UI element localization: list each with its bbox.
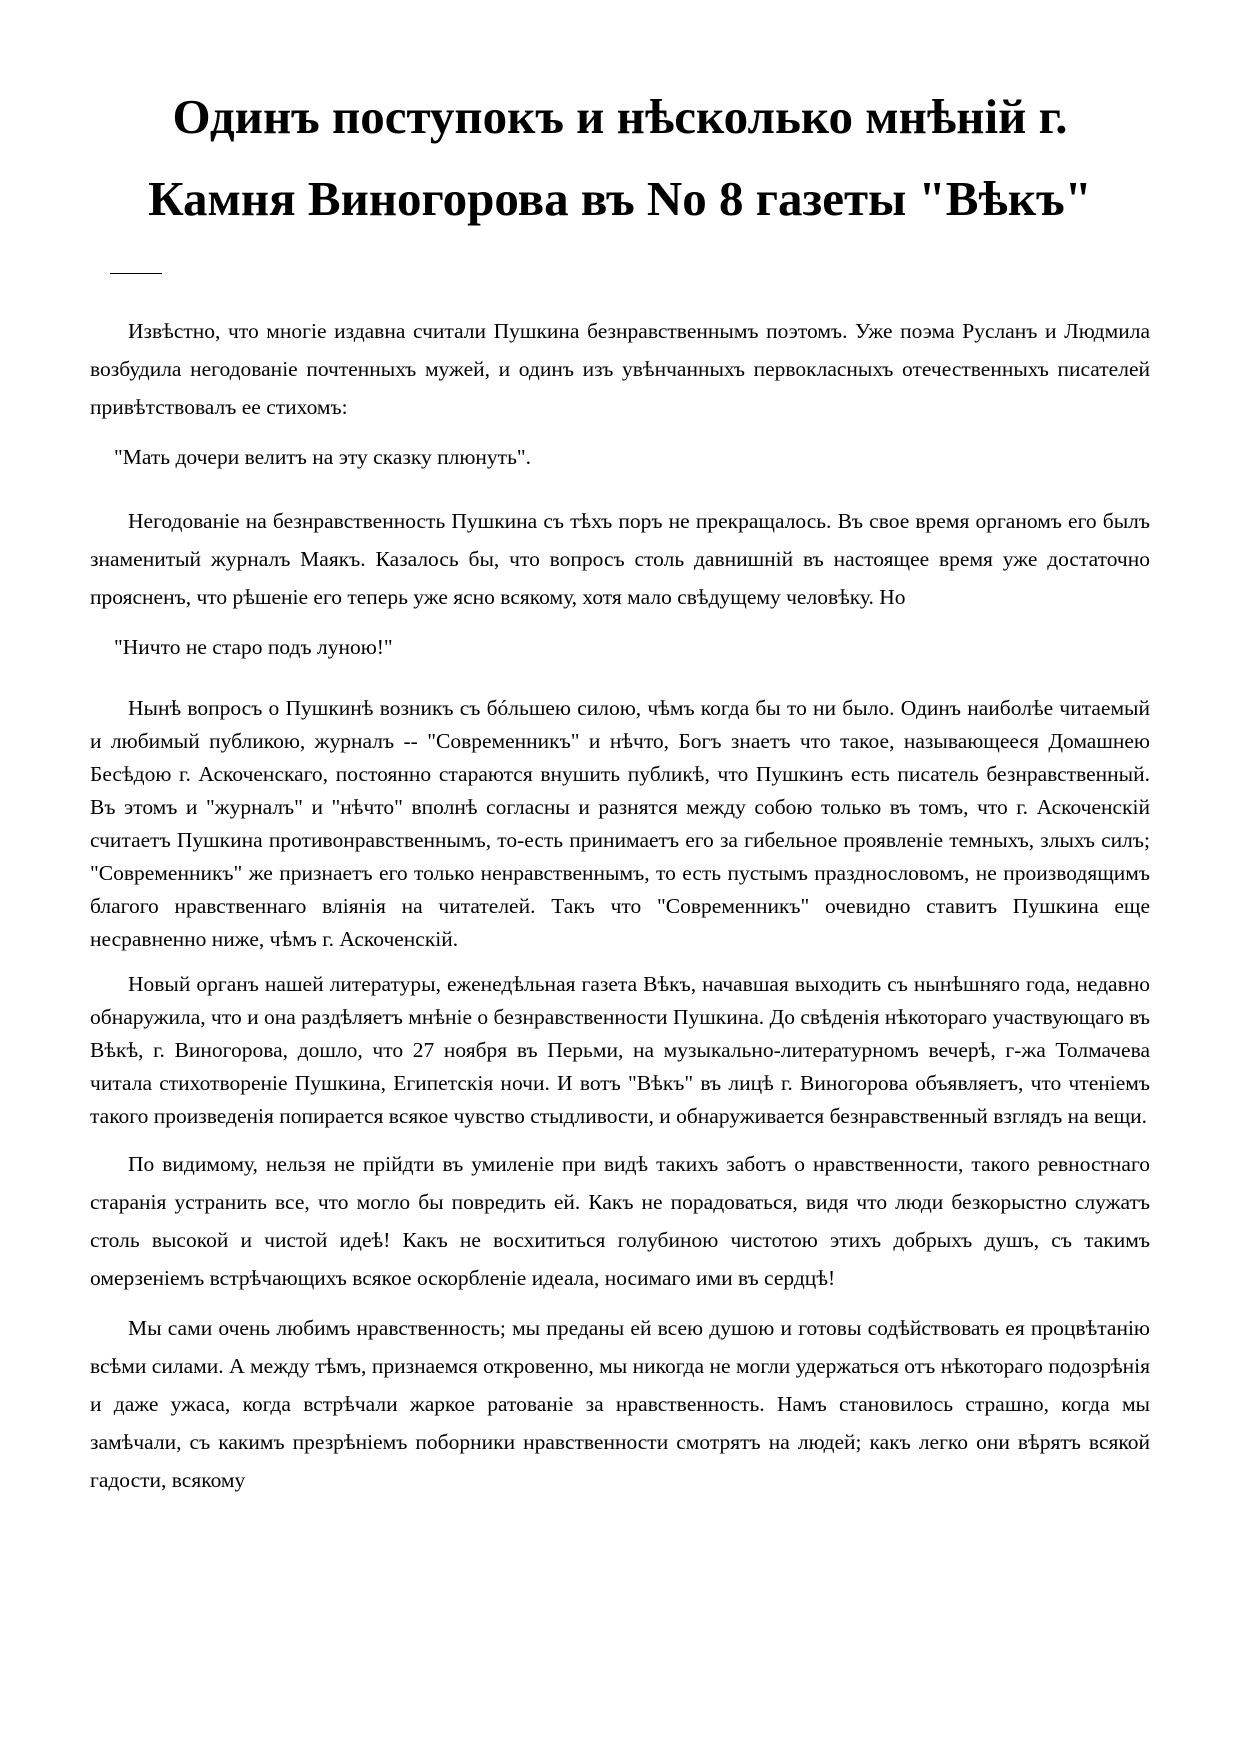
paragraph-2: Негодованіе на безнравственность Пушкина съ тѣхъ поръ не прекращалось. Въ свое время органомъ его былъ знаменитый журналъ Маякъ. Казалось бы, что вопросъ столь давнишній въ настоящее время уже достаточно проясненъ, что рѣшеніе его теперь уже ясно всякому, хотя мало свѣдущему человѣку. Но [90,509,1150,609]
paragraph-4: Новый органъ нашей литературы, еженедѣльная газета Вѣкъ, начавшая выходить съ нынѣшняго года, недавно обнаружила, что и она раздѣляетъ мнѣніе о безнравственности Пушкина. До свѣденія нѣкотораго участвующаго въ Вѣкѣ, г. Виногорова, дошло, что 27 ноября въ Перьми, на музыкально-литературномъ вечерѣ, г-жа Толмачева читала стихотвореніе Пушкина, Египетскія ночи. И вотъ "Вѣкъ" въ лицѣ г. Виногорова объявляетъ, что чтеніемъ такого произведенія попирается всякое чувство стыдливости, и обнаруживается безнравственный взглядъ на вещи. [90,972,1150,1128]
paragraph-6: Мы сами очень любимъ нравственность; мы преданы ей всею душою и готовы содѣйствовать ея процвѣтанію всѣми силами. А между тѣмъ, признаемся откровенно, мы никогда не могли удержаться отъ нѣкотораго подозрѣнія и даже ужаса, когда встрѣчали жаркое ратованіе за нравственность. Намъ становилось страшно, когда мы замѣчали, съ какимъ презрѣніемъ поборники нравственности смотрятъ на людей; какъ легко они вѣрятъ всякой гадости, всякому [90,1316,1150,1492]
quote-1: "Мать дочери велитъ на эту сказку плюнуть". [114,445,532,469]
document-title [90,76,1150,240]
title-separator [110,273,162,274]
document-body [90,312,1150,1499]
title-line-2: Камня Виногорова въ No 8 газеты "Вѣкъ" [148,171,1092,226]
paragraph-5: По видимому, нельзя не прійдти въ умиленіе при видѣ такихъ заботъ о нравственности, такого ревностнаго старанія устранить все, что могло бы повредить ей. Какъ не порадоваться, видя что люди безкорыстно служатъ столь высокой и чистой идеѣ! Какъ не восхититься голубиною чистотою этихъ добрыхъ душъ, съ такимъ омерзеніемъ встрѣчающихъ всякое оскорбленіе идеала, носимаго ими въ сердцѣ! [90,1152,1150,1290]
paragraph-1: Извѣстно, что многіе издавна считали Пушкина безнравственнымъ поэтомъ. Уже поэма Русланъ и Людмила возбудила негодованіе почтенныхъ мужей, и одинъ изъ увѣнчанныхъ первокласныхъ отечественныхъ писателей привѣтствовалъ ее стихомъ: [90,319,1150,419]
title-line-1: Одинъ поступокъ и нѣсколько мнѣній г. [172,89,1068,144]
quote-2: "Ничто не старо подъ луною!" [114,635,393,659]
paragraph-3: Нынѣ вопросъ о Пушкинѣ возникъ съ бóльшею силою, чѣмъ когда бы то ни было. Одинъ наиболѣе читаемый и любимый публикою, журналъ -- "Современникъ" и нѣчто, Богъ знаетъ что такое, называющееся Домашнею Бесѣдою г. Аскоченскаго, постоянно стараются внушить публикѣ, что Пушкинъ есть писатель безнравственный. Въ этомъ и "журналъ" и "нѣчто" вполнѣ согласны и разнятся между собою только въ томъ, что г. Аскоченскій считаетъ Пушкина противонравственнымъ, то-есть принимаетъ его за гибельное проявленіе темныхъ, злыхъ силъ; "Современникъ" же признаетъ его только ненравственнымъ, то есть пустымъ празднословомъ, не производящимъ благого нравственнаго вліянія на читателей. Такъ что "Современникъ" очевидно ставитъ Пушкина еще несравненно ниже, чѣмъ г. Аскоченскій. [90,696,1150,951]
